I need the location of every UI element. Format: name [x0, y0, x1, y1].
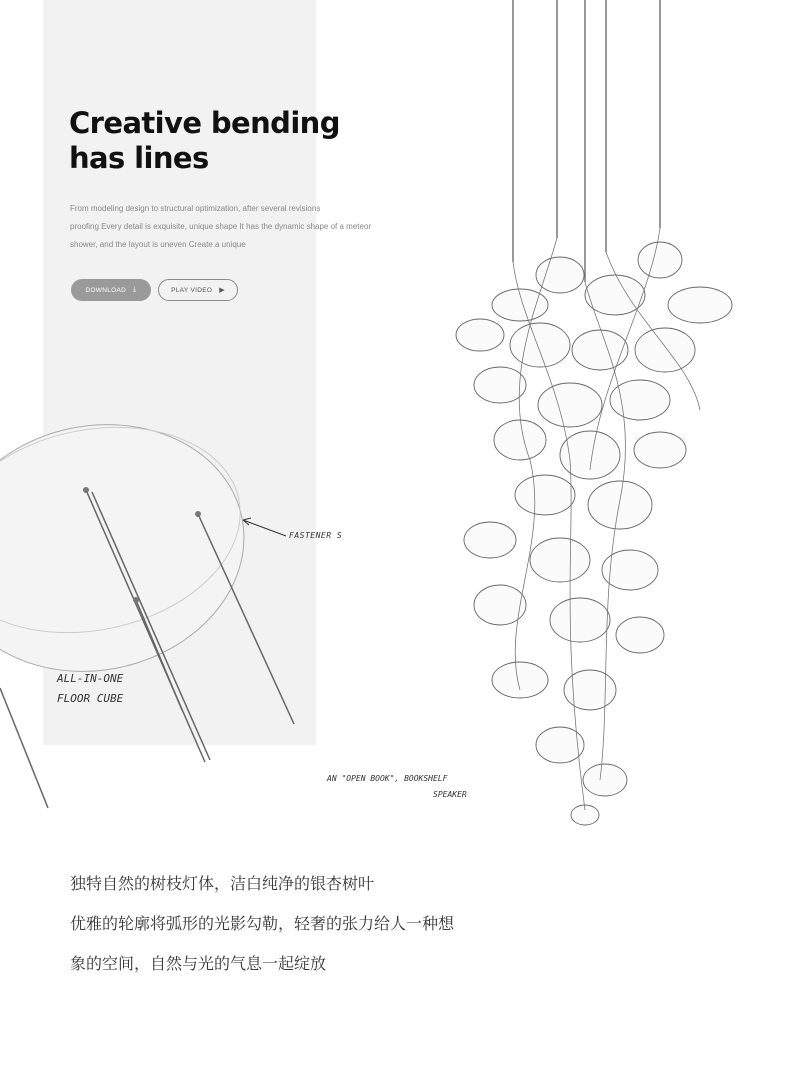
title-line-1: Creative bending	[69, 106, 340, 140]
fasteners-arrow	[243, 518, 286, 536]
play-video-button[interactable]	[158, 279, 238, 301]
bookshelf-note-line-1: AN "OPEN BOOK", BOOKSHELF	[327, 774, 448, 783]
page-title	[69, 106, 340, 176]
bookshelf-speaker-note	[327, 771, 467, 803]
ginkgo-leaf-cluster	[456, 242, 732, 825]
play-icon: ▶	[219, 287, 225, 294]
chinese-line-3: 象的空间，自然与光的气息一起绽放	[70, 954, 327, 973]
play-video-button-label: PLAY VIDEO	[171, 286, 213, 294]
floor-cube-note-line-2: FLOOR CUBE	[57, 692, 124, 705]
description-line-1: From modeling design to structural optimization, after several revisions	[70, 204, 321, 213]
ceiling-disc	[0, 397, 267, 698]
floor-cube-note-line-1: ALL-IN-ONE	[57, 672, 124, 685]
description-paragraph	[70, 200, 450, 254]
description-line-3: shower, and the layout is uneven Create a unique	[70, 240, 246, 249]
description-line-2: proofing Every detail is exquisite, unique shape It has the dynamic shape of a meteor	[70, 222, 372, 231]
chinese-line-1: 独特自然的树枝灯体，洁白纯净的银杏树叶	[70, 874, 375, 893]
download-button[interactable]	[71, 279, 151, 301]
download-icon: ⤓	[133, 286, 137, 293]
download-button-label: DOWNLOAD	[85, 286, 127, 294]
bookshelf-note-line-2: SPEAKER	[433, 790, 467, 799]
chinese-line-2: 优雅的轮廓将弧形的光影勾勒，轻奢的张力给人一种想	[70, 914, 455, 933]
floor-cube-note	[57, 669, 123, 709]
fasteners-note: FASTENER S	[289, 531, 343, 540]
title-line-2: has lines	[69, 141, 209, 175]
hanging-wires	[513, 0, 660, 282]
chinese-description	[70, 864, 454, 984]
